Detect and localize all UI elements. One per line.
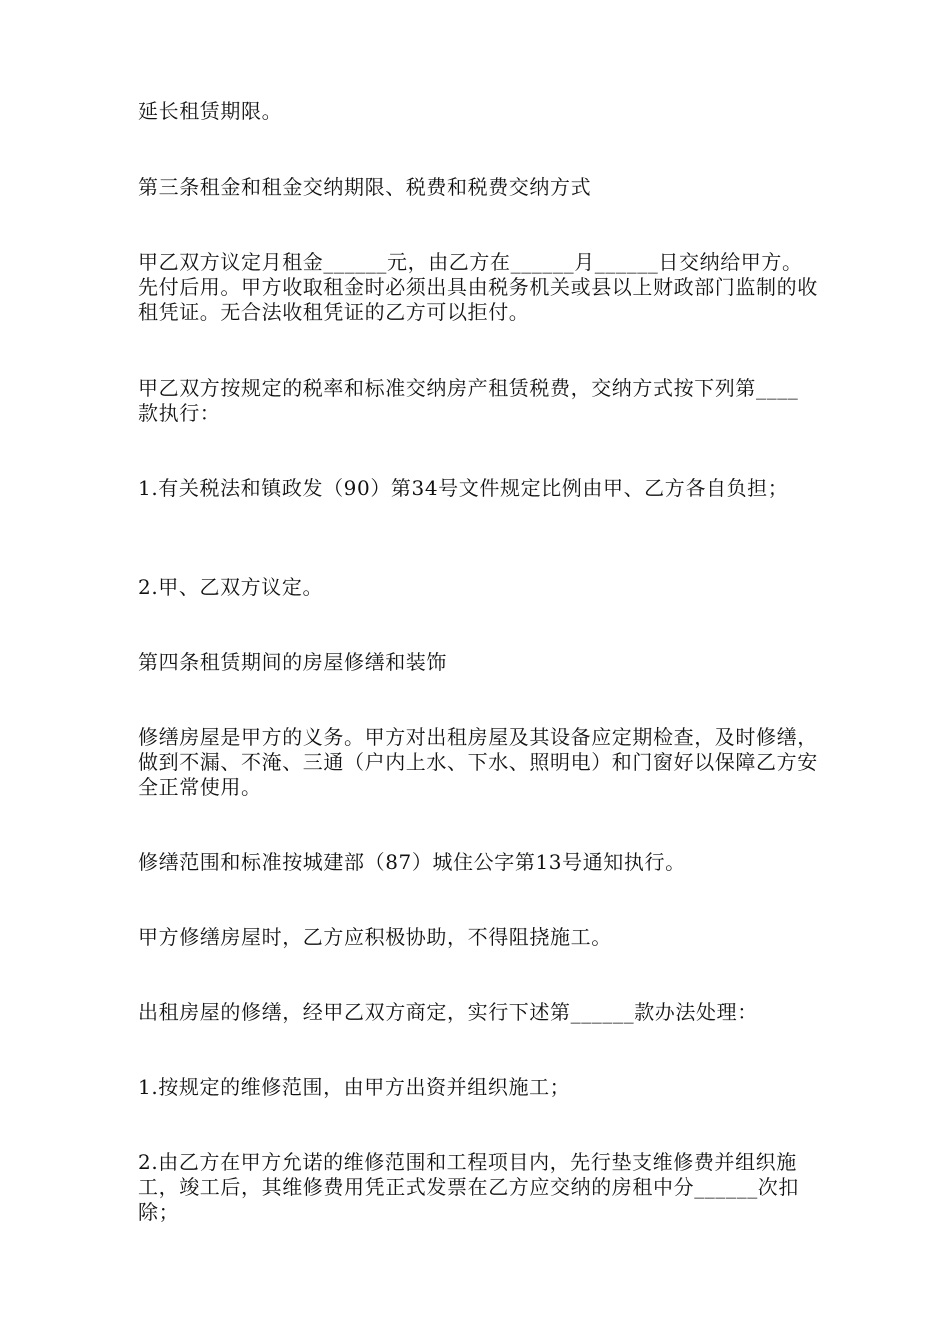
paragraph-monthly-rent: 甲乙双方议定月租金______元，由乙方在______月______日交纳给甲方。先付后用。甲方收取租金时必须出具由税务机关或县以上财政部门监制的收租凭证。无合法收租凭证的乙方可以拒付。 bbox=[138, 250, 818, 324]
paragraph-repair-scope: 修缮范围和标准按城建部（87）城住公字第13号通知执行。 bbox=[138, 850, 686, 874]
heading-article-four: 第四条租赁期间的房屋修缮和装饰 bbox=[138, 650, 447, 674]
list-item-repair-option-2: 2.由乙方在甲方允诺的维修范围和工程项目内，先行垫支维修费并组织施工，竣工后，其维修费用凭正式发票在乙方应交纳的房租中分______次扣除； bbox=[138, 1150, 799, 1224]
paragraph-repair-duty: 修缮房屋是甲方的义务。甲方对出租房屋及其设备应定期检查，及时修缮，做到不漏、不淹、三通（户内上水、下水、照明电）和门窗好以保障乙方安全正常使用。 bbox=[138, 725, 818, 799]
heading-article-three: 第三条租金和租金交纳期限、税费和税费交纳方式 bbox=[138, 175, 592, 199]
paragraph-tax-payment: 甲乙双方按规定的税率和标准交纳房产租赁税费，交纳方式按下列第____款执行： bbox=[138, 376, 799, 425]
list-item-tax-option-1: 1.有关税法和镇政发（90）第34号文件规定比例由甲、乙方各自负担； bbox=[138, 476, 789, 500]
paragraph-repair-method: 出租房屋的修缮，经甲乙双方商定，实行下述第______款办法处理： bbox=[138, 1000, 758, 1024]
list-item-tax-option-2: 2.甲、乙双方议定。 bbox=[138, 575, 324, 599]
list-item-repair-option-1: 1.按规定的维修范围，由甲方出资并组织施工； bbox=[138, 1075, 571, 1099]
paragraph-repair-cooperation: 甲方修缮房屋时，乙方应积极协助，不得阻挠施工。 bbox=[138, 925, 612, 949]
paragraph-lease-extension: 延长租赁期限。 bbox=[138, 99, 283, 123]
